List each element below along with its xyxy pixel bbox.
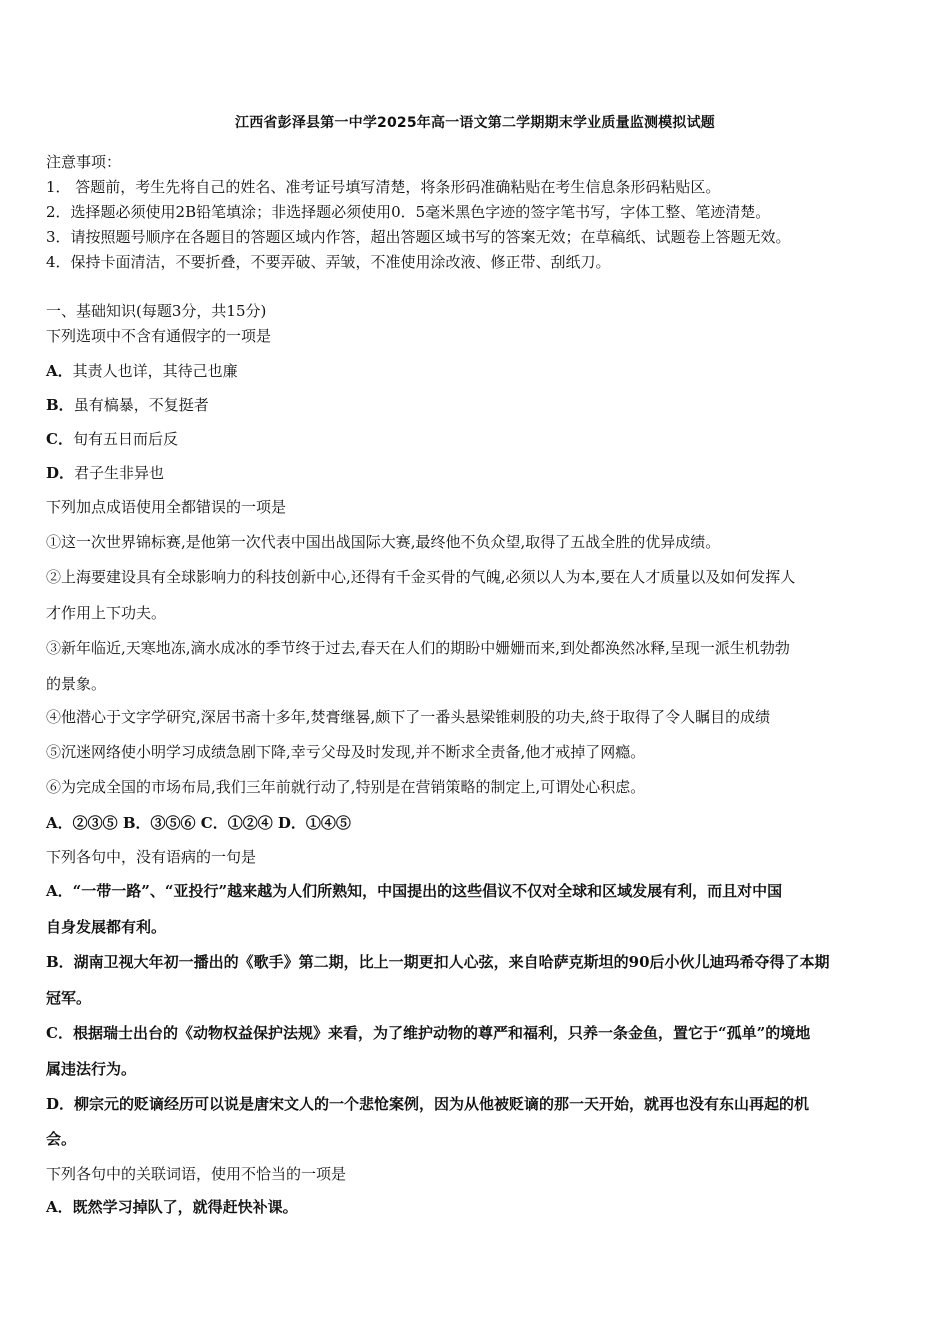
- question-2-line: ③新年临近,天寒地冻,滴水成冰的季节终于过去,春天在人们的期盼中姗姗而来,到处都涣然冰释,呈现一派生机勃勃: [46, 639, 790, 657]
- option-letter: B．: [46, 396, 74, 414]
- question-2-line: ②上海要建设具有全球影响力的科技创新中心,还得有千金买骨的气魄,必须以人为本,要在人才质量以及如何发挥人: [46, 568, 796, 586]
- question-3-line: B．湖南卫视大年初一播出的《歌手》第二期，比上一期更扣人心弦，来自哈萨克斯坦的90后小伙儿迪玛希夺得了本期: [46, 953, 830, 971]
- question-1-option-d: [46, 463, 164, 483]
- option-letter: D．: [46, 464, 75, 482]
- question-2-options: A．②③⑤ B．③⑤⑥ C．①②④ D．①④⑤: [46, 814, 351, 832]
- option-text: 其责人也详，其待己也廉: [72, 362, 238, 380]
- question-2-line: ④他潜心于文字学研究,深居书斋十多年,焚膏继晷,颇下了一番头悬梁锥刺股的功夫,終于取得了令人瞩目的成绩: [46, 708, 771, 726]
- question-3-line: 冠军。: [46, 989, 92, 1007]
- question-1-option-a: [46, 361, 238, 381]
- question-3-stem: 下列各句中，没有语病的一句是: [46, 848, 257, 866]
- question-4-option-a: A．既然学习掉队了，就得赶快补课。: [46, 1198, 298, 1216]
- question-1-stem: 下列选项中不含有通假字的一项是: [46, 327, 272, 345]
- question-2-line: ⑥为完成全国的市场布局,我们三年前就行动了,特别是在营销策略的制定上,可谓处心积虑。: [46, 778, 646, 796]
- section-heading: 一、基础知识(每题3分，共15分): [46, 302, 267, 320]
- notice-heading: 注意事项：: [46, 153, 122, 171]
- option-letter: C．: [46, 430, 73, 448]
- option-letter: A．: [46, 362, 73, 380]
- question-2-line: 才作用上下功夫。: [46, 604, 167, 622]
- question-2-line: ①这一次世界锦标赛,是他第一次代表中国出战国际大赛,最终他不负众望,取得了五战全胜的优异成绩。: [46, 533, 721, 551]
- question-2-line: ⑤沉迷网络使小明学习成绩急剧下降,幸亏父母及时发现,并不断求全责备,他才戒掉了网瘾。: [46, 743, 646, 761]
- question-2-line: 的景象。: [46, 675, 107, 693]
- question-3-line: 属违法行为。: [46, 1060, 137, 1078]
- question-3-line: 自身发展都有利。: [46, 918, 167, 936]
- question-3-line: D．柳宗元的贬谪经历可以说是唐宋文人的一个悲怆案例，因为从他被贬谪的那一天开始，就再也没有东山再起的机: [46, 1095, 810, 1113]
- question-1-option-c: [46, 429, 178, 449]
- question-2-stem: 下列加点成语使用全都错误的一项是: [46, 498, 287, 516]
- question-4-stem: 下列各句中的关联词语，使用不恰当的一项是: [46, 1165, 347, 1183]
- option-text: 虽有槁暴，不复挺者: [73, 396, 209, 414]
- notice-item: 4．保持卡面清洁，不要折叠，不要弄破、弄皱，不准使用涂改液、修正带、刮纸刀。: [46, 253, 611, 271]
- page-title: 江西省彭泽县第一中学2025年高一语文第二学期期末学业质量监测模拟试题: [235, 115, 715, 131]
- question-3-line: C．根据瑞士出台的《动物权益保护法规》来看，为了维护动物的尊严和福利，只养一条金鱼，置它于“孤单”的境地: [46, 1024, 811, 1042]
- notice-item: 3．请按照题号顺序在各题目的答题区域内作答，超出答题区域书写的答案无效；在草稿纸、试题卷上答题无效。: [46, 228, 791, 246]
- question-3-line: 会。: [46, 1130, 77, 1148]
- question-3-line: A．“一带一路”、“亚投行”越来越为人们所熟知，中国提出的这些倡议不仅对全球和区域发展有利，而且对中国: [46, 882, 783, 900]
- option-text: 旬有五日而后反: [72, 430, 178, 448]
- option-text: 君子生非异也: [74, 464, 165, 482]
- notice-item: 1． 答题前，考生先将自己的姓名、准考证号填写清楚，将条形码准确粘贴在考生信息条形码粘贴区。: [46, 178, 721, 196]
- notice-item: 2．选择题必须使用2B铅笔填涂；非选择题必须使用0．5毫米黑色字迹的签字笔书写，字体工整、笔迹清楚。: [46, 203, 771, 221]
- question-1-option-b: [46, 395, 209, 415]
